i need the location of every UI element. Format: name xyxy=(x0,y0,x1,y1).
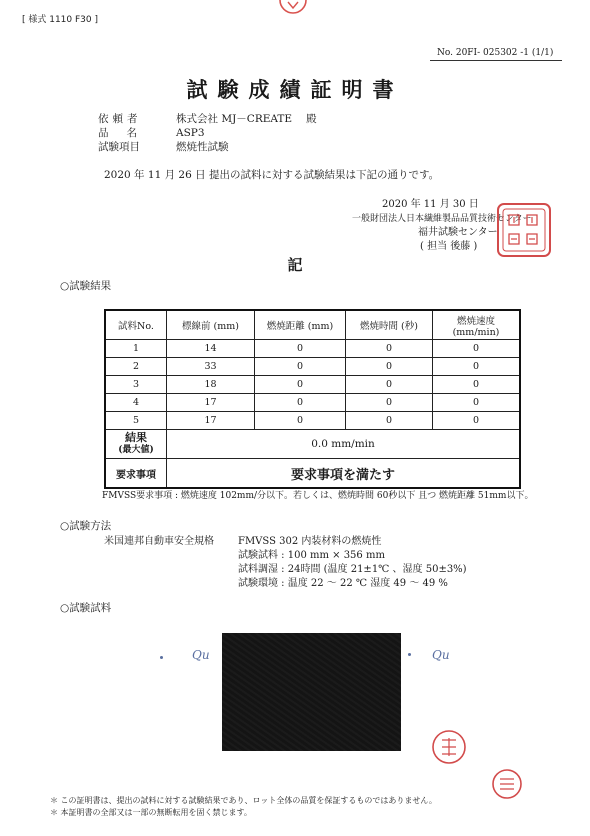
fabric-sample-swatch xyxy=(222,633,401,751)
requirement-label: 要求事項 xyxy=(105,459,167,489)
table-cell: 0 xyxy=(433,340,521,358)
test-method-block xyxy=(104,535,467,591)
fabric-logo-left: Qu xyxy=(192,648,210,662)
table-cell: 14 xyxy=(167,340,255,358)
table-cell: 0 xyxy=(346,376,433,394)
result-label-cell xyxy=(105,430,167,459)
table-header: 燃焼速度 (mm/min) xyxy=(433,310,521,340)
fabric-dot xyxy=(160,656,163,659)
table-cell: 2 xyxy=(105,358,167,376)
table-header: 標線前 (mm) xyxy=(167,310,255,340)
top-stamp-mark xyxy=(278,0,308,18)
table-header-row xyxy=(105,310,520,340)
table-cell: 33 xyxy=(167,358,255,376)
issue-date: 2020 年 11 月 30 日 xyxy=(382,199,479,210)
person-in-charge: ( 担当 後藤 ) xyxy=(420,241,478,252)
record-heading: 記 xyxy=(287,256,303,274)
table-cell: 4 xyxy=(105,394,167,412)
official-seal xyxy=(495,201,553,259)
table-header: 燃焼距離 (mm) xyxy=(255,310,346,340)
table-cell: 0 xyxy=(433,358,521,376)
table-cell: 0 xyxy=(346,394,433,412)
intro-statement: 2020 年 11 月 26 日 提出の試料に対する試験結果は下記の通りです。 xyxy=(104,169,440,181)
footer-note: ＊ 本証明書の全部又は一部の無断転用を固く禁じます。 xyxy=(50,808,252,817)
table-cell: 0 xyxy=(255,394,346,412)
result-sublabel: (最大値) xyxy=(118,445,154,455)
document-number: No. 20FI- 025302 -1 (1/1) xyxy=(437,48,554,58)
results-table xyxy=(104,309,521,489)
form-number-tag: [ 様式 1110 F30 ] xyxy=(22,15,98,25)
table-cell: 0 xyxy=(346,412,433,430)
sample-heading: ○試験試料 xyxy=(60,602,112,614)
fabric-dot xyxy=(408,653,411,656)
table-header: 試料No. xyxy=(105,310,167,340)
table-cell: 0 xyxy=(433,394,521,412)
result-value: 0.0 mm/min xyxy=(167,430,521,459)
requester-value: 株式会社 MJ－CREATE xyxy=(176,113,293,125)
table-cell: 17 xyxy=(167,394,255,412)
table-cell: 0 xyxy=(255,412,346,430)
table-cell: 0 xyxy=(255,358,346,376)
table-row xyxy=(105,376,520,394)
request-info xyxy=(98,112,317,154)
table-cell: 3 xyxy=(105,376,167,394)
table-row xyxy=(105,340,520,358)
table-row xyxy=(105,412,520,430)
table-cell: 1 xyxy=(105,340,167,358)
table-row xyxy=(105,394,520,412)
table-cell: 0 xyxy=(433,412,521,430)
test-item-label: 試験項目 xyxy=(98,141,140,153)
issuer-center: 福井試験センター xyxy=(418,227,498,238)
person-seal xyxy=(430,728,468,766)
table-row xyxy=(105,358,520,376)
page-title: 試験成績証明書 xyxy=(186,77,404,102)
standard-label: 米国連邦自動車安全規格 xyxy=(104,536,214,547)
footer-note: ＊ この証明書は、提出の試料に対する試験結果であり、ロット全体の品質を保証するものではありません。 xyxy=(50,796,437,805)
approval-seal xyxy=(490,767,524,801)
doc-number-underline xyxy=(430,60,562,61)
table-cell: 0 xyxy=(255,376,346,394)
requirement-row xyxy=(105,459,520,489)
method-heading: ○試験方法 xyxy=(60,520,112,532)
product-label: 品名 xyxy=(98,127,155,139)
standard-value: FMVSS 302 内装材料の燃焼性 xyxy=(238,536,382,547)
result-row xyxy=(105,430,520,459)
table-header: 燃焼時間 (秒) xyxy=(346,310,433,340)
requester-label: 依頼者 xyxy=(98,113,142,125)
table-cell: 0 xyxy=(255,340,346,358)
requirement-value: 要求事項を満たす xyxy=(167,459,521,489)
results-heading: ○試験結果 xyxy=(60,280,112,292)
fmvss-requirement-note: FMVSS要求事項 : 燃焼速度 102mm/分以下。若しくは、燃焼時間 60秒以下 且つ 燃焼距離 51mm以下。 xyxy=(102,491,534,501)
test-item-value: 燃焼性試験 xyxy=(176,141,229,153)
requester-honorific: 殿 xyxy=(306,113,317,125)
table-cell: 0 xyxy=(346,358,433,376)
specimen-size: 試験試料 : 100 mm × 356 mm xyxy=(238,550,385,561)
product-value: ASP3 xyxy=(176,127,205,139)
table-cell: 17 xyxy=(167,412,255,430)
issuer-organization: 一般財団法人日本繊維製品品質技術センター xyxy=(352,214,532,224)
fabric-logo-right: Qu xyxy=(432,648,450,662)
result-label: 結果 xyxy=(125,431,147,444)
table-cell: 5 xyxy=(105,412,167,430)
conditioning: 試料調湿 : 24時間 (温度 21±1℃ 、湿度 50±3%) xyxy=(238,564,467,575)
table-cell: 0 xyxy=(433,376,521,394)
footer-notes xyxy=(50,795,437,819)
test-environment: 試験環境 : 温度 22 ～ 22 ℃ 湿度 49 ～ 49 % xyxy=(238,578,448,589)
table-cell: 18 xyxy=(167,376,255,394)
table-cell: 0 xyxy=(346,340,433,358)
